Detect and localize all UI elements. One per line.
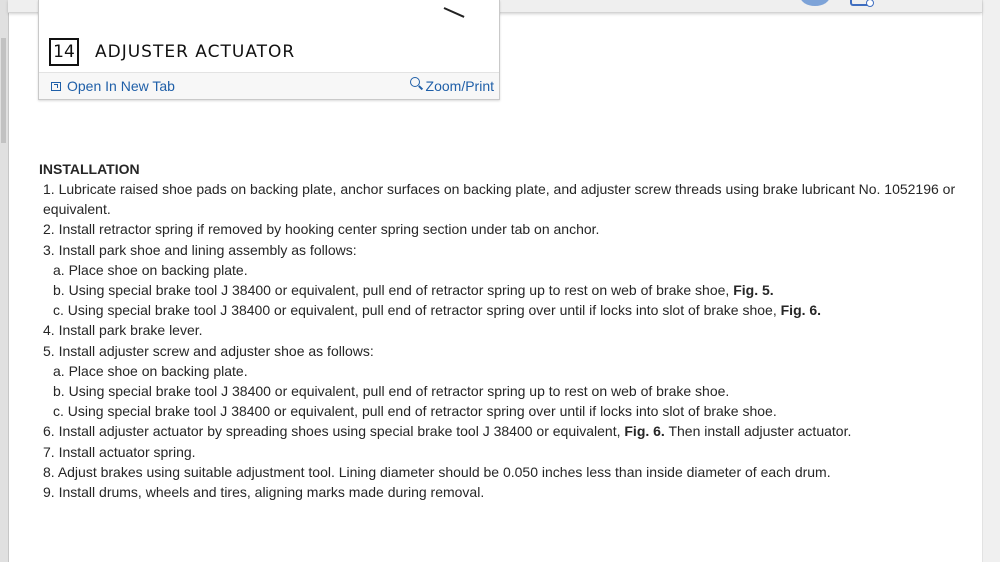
new-tab-icon — [51, 82, 61, 91]
sub-step-text: Using special brake tool J 38400 or equivalent, pull end of retractor spring over until if locks into slot of brake shoe, — [67, 302, 777, 319]
figure-reference: Fig. 5. — [733, 282, 774, 299]
figure-number: 14 — [49, 38, 79, 66]
list-item — [53, 280, 974, 300]
step-text: Install retractor spring if removed by hooking center spring section under tab on anchor. — [58, 221, 600, 238]
step-text: Install actuator spring. — [58, 443, 196, 460]
step-text-continued: Then install adjuster actuator. — [668, 423, 852, 440]
list-item — [53, 260, 974, 280]
step-number: 4. — [43, 322, 55, 339]
open-in-new-tab-link[interactable] — [51, 78, 175, 94]
calendar-icon[interactable] — [850, 0, 870, 6]
sub-step-letter: c. — [53, 403, 64, 420]
step-list — [39, 179, 974, 502]
step-number: 9. — [43, 484, 55, 501]
sub-step-letter: b. — [53, 383, 65, 400]
sub-step-text: Using special brake tool J 38400 or equivalent, pull end of retractor spring over until if locks into slot of brake shoe. — [67, 403, 777, 420]
sub-step-list — [43, 361, 974, 422]
zoom-print-label: Zoom/Print — [425, 78, 494, 94]
step-number: 5. — [43, 342, 55, 359]
step-number: 2. — [43, 221, 55, 238]
sub-step-text: Place shoe on backing plate. — [68, 261, 248, 278]
step-number: 1. — [43, 181, 55, 197]
sub-step-text: Using special brake tool J 38400 or equivalent, pull end of retractor spring up to rest on web of brake shoe, — [68, 282, 730, 299]
list-item — [39, 442, 974, 462]
list-item — [39, 320, 974, 340]
list-item — [39, 179, 974, 219]
list-item — [39, 462, 974, 482]
figure-image — [39, 0, 499, 72]
sub-step-list — [43, 260, 974, 321]
list-item — [39, 240, 974, 321]
avatar[interactable] — [800, 0, 830, 6]
figure-drawing-line — [444, 7, 465, 18]
list-item — [53, 361, 974, 381]
step-text: Install park brake lever. — [58, 322, 203, 339]
step-text: Install adjuster actuator by spreading shoes using special brake tool J 38400 or equivalent, — [58, 423, 621, 440]
sub-step-text: Using special brake tool J 38400 or equivalent, pull end of retractor spring up to rest on web of brake shoe. — [68, 383, 730, 400]
step-text: Install park shoe and lining assembly as follows: — [58, 241, 357, 258]
list-item — [53, 401, 974, 421]
sub-step-letter: a. — [53, 362, 65, 379]
list-item — [39, 421, 974, 441]
section-heading: INSTALLATION — [39, 161, 140, 177]
sub-step-letter: b. — [53, 282, 65, 299]
list-item — [39, 341, 974, 422]
left-scrollbar[interactable] — [0, 0, 9, 562]
figure-caption: ADJUSTER ACTUATOR — [95, 42, 296, 62]
sub-step-text: Place shoe on backing plate. — [68, 362, 248, 379]
zoom-print-link[interactable] — [410, 78, 494, 94]
figure-reference: Fig. 6. — [780, 302, 822, 319]
right-scrollbar[interactable] — [982, 0, 1000, 562]
left-scrollbar-thumb[interactable] — [1, 38, 6, 143]
list-item — [53, 381, 974, 401]
figure-reference: Fig. 6. — [624, 423, 665, 440]
step-text: Install adjuster screw and adjuster shoe as follows: — [58, 342, 374, 359]
procedure-content — [39, 159, 974, 502]
list-item — [39, 482, 974, 502]
sub-step-letter: c. — [53, 302, 64, 319]
figure-footer — [39, 72, 499, 99]
step-text: Install drums, wheels and tires, aligning marks made during removal. — [58, 484, 485, 501]
zoom-in-icon — [410, 77, 422, 91]
step-number: 6. — [43, 423, 55, 440]
figure-card — [38, 0, 500, 100]
list-item — [53, 300, 974, 320]
list-item — [39, 219, 974, 239]
step-text: Adjust brakes using suitable adjustment tool. Lining diameter should be 0.050 inches less than inside diameter of each drum. — [57, 463, 831, 480]
step-number: 7. — [43, 443, 55, 460]
step-number: 3. — [43, 241, 55, 258]
step-number: 8. — [43, 463, 55, 480]
open-in-new-tab-label: Open In New Tab — [67, 78, 175, 94]
sub-step-letter: a. — [53, 261, 65, 278]
step-text: Lubricate raised shoe pads on backing plate, anchor surfaces on backing plate, and adjuster screw threads using brake lubricant No. 1052196 or equivalent. — [43, 181, 956, 218]
